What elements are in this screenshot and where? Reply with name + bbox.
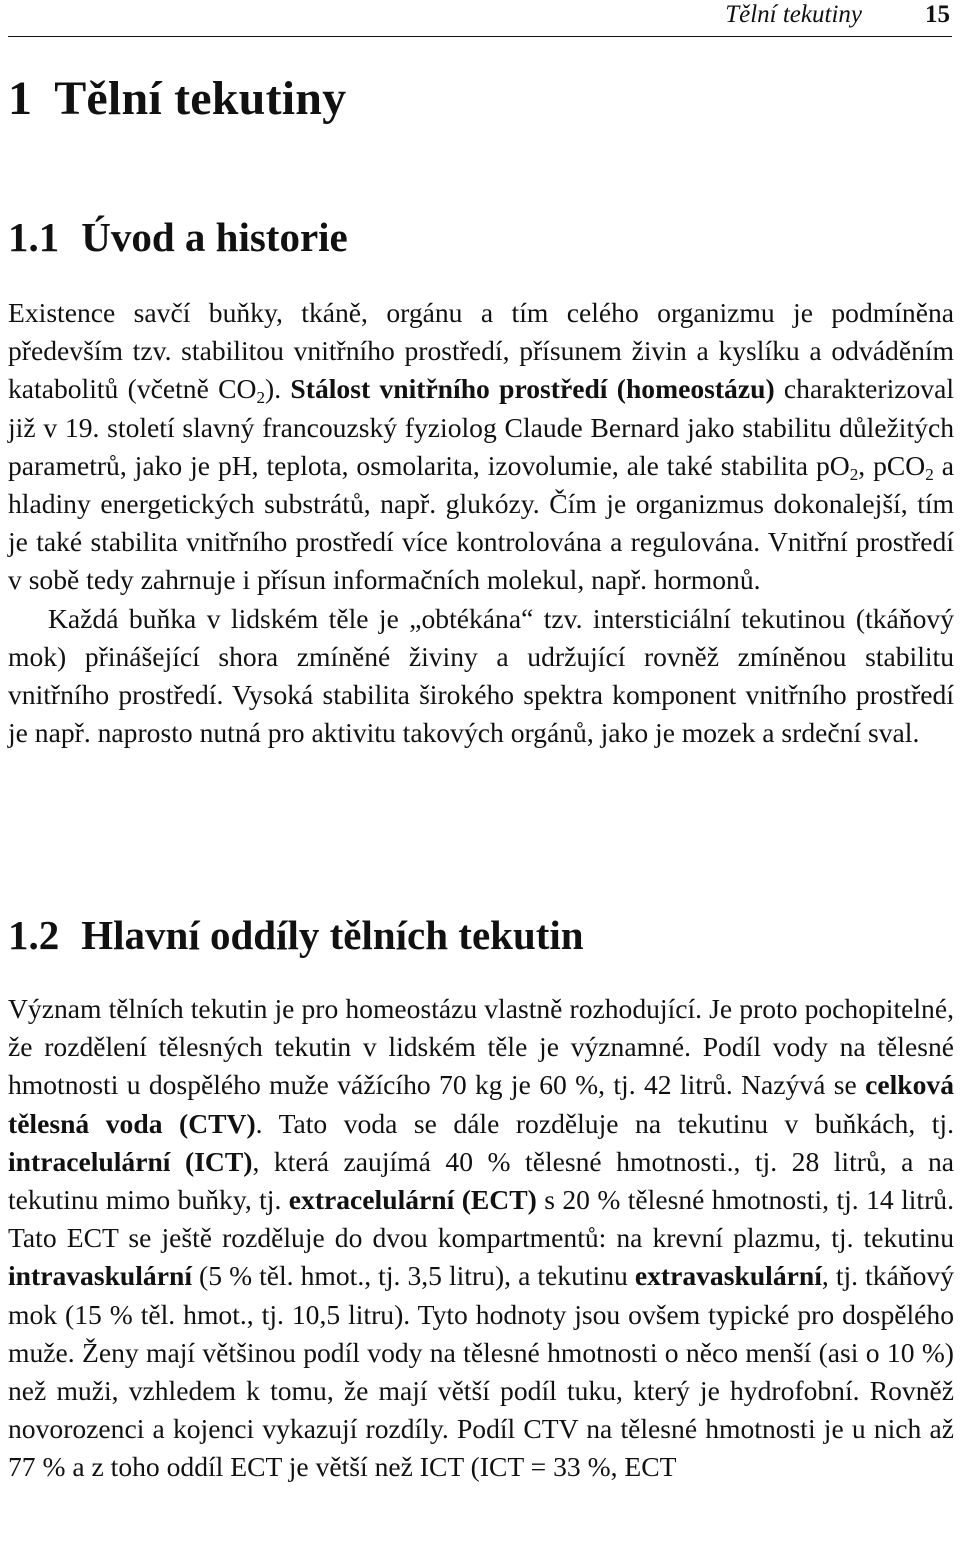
paragraph (8, 294, 954, 600)
text-run: Existence savčí buňky, tkáně, orgánu a tím celého organizmu je podmíněna především tzv. stabilitou vnitřního prostředí, přísunem živin a kyslíku a odváděním katabolitů (včetně CO (8, 297, 954, 405)
bold-term: Stálost vnitřního prostředí (homeostázu) (290, 373, 775, 405)
section-title: Úvod a historie (81, 214, 348, 260)
running-header (8, 0, 952, 37)
section-number: 1.1 (8, 214, 60, 260)
bold-term: celková tělesná voda (CTV) (8, 1069, 954, 1139)
subscript: 2 (849, 464, 859, 484)
running-title: Tělní tekutiny (725, 1, 862, 28)
chapter-heading (8, 70, 346, 128)
paragraph (8, 990, 954, 1487)
bold-term: extravaskulární (634, 1260, 822, 1292)
text-run: charakterizoval již v 19. století slavný francouzský fyziolog Claude Bernard jako stabilitu důležitých parametrů, jako je pH, teplota, osmolarita, izovolumie, ale také stabilita pO (8, 373, 954, 481)
text-run: (5 % těl. hmot., tj. 3,5 litru), a tekutinu (192, 1260, 635, 1292)
text-run: s 20 % tělesné hmotnosti, tj. 14 litrů. Tato ECT se ještě rozděluje do dvou kompartmentů: na krevní plazmu, tj. tekutinu (8, 1184, 954, 1254)
paragraph: Každá buňka v lidském těle je „obtékána“ tzv. intersticiální tekutinou (tkáňový mok) přinášející shora zmíněné živiny a udržující rovněž zmíněnou stabilitu vnitřního prostředí. Vysoká stabilita širokého spektra komponent vnitřního prostředí je např. naprosto nutná pro aktivitu takových orgánů, jako je mozek a srdeční sval. (8, 602, 954, 749)
text-run: Význam tělních tekutin je pro homeostázu vlastně rozhodující. Je proto pochopitelné, že rozdělení tělesných tekutin v lidském těle je významné. Podíl vody na tělesné hmotnosti u dospělého muže vážícího 70 kg je 60 %, tj. 42 litrů. Nazývá se (8, 993, 954, 1101)
bold-term: extracelulární (ECT) (288, 1184, 537, 1216)
text-run: ). (265, 373, 291, 405)
text-run: , tj. tkáňový mok (15 % těl. hmot., tj. 10,5 litru). Tyto hodnoty jsou ovšem typické pro dospělého muže. Ženy mají většinou podíl vody na tělesné hmotnosti o něco menší (asi o 10 %) než muži, vzhledem k tomu, že mají větší podíl tuku, který je hydrofobní. Rovněž novorozenci a kojenci vykazují rozdíly. Podíl CTV na tělesné hmotnosti je u nich až 77 % a z toho oddíl ECT je větší než ICT (ICT = 33 %, ECT (8, 1260, 954, 1483)
bold-term: intracelulární (ICT) (8, 1145, 253, 1177)
chapter-title: Tělní tekutiny (54, 72, 347, 125)
text-run: , pCO (858, 449, 926, 481)
text-run: . Tato voda se dále rozděluje na tekutinu v buňkách, tj. (255, 1107, 954, 1139)
subscript: 2 (256, 388, 266, 408)
subscript: 2 (925, 464, 934, 484)
text-run: , která zaujímá 40 % tělesné hmotnosti., tj. 28 litrů, a na tekutinu mimo buňky, tj. (8, 1145, 954, 1216)
section-title: Hlavní oddíly tělních tekutin (81, 912, 584, 958)
section-heading-1-2 (8, 910, 584, 960)
section-1-2-body (8, 990, 954, 1487)
section-number: 1.2 (8, 912, 60, 958)
text-run: a hladiny energetických substrátů, např. glukózy. Čím je organizmus dokonalejší, tím je také stabilita vnitřního prostředí více kontrolována a regulována. Vnitřní prostředí v sobě tedy zahrnuje i přísun informačních molekul, např. hormonů. (8, 449, 954, 596)
bold-term: intravaskulární (8, 1260, 192, 1292)
section-heading-1-1 (8, 212, 348, 262)
section-1-1-body (8, 294, 954, 752)
chapter-number: 1 (8, 72, 33, 125)
page-number: 15 (925, 1, 950, 28)
